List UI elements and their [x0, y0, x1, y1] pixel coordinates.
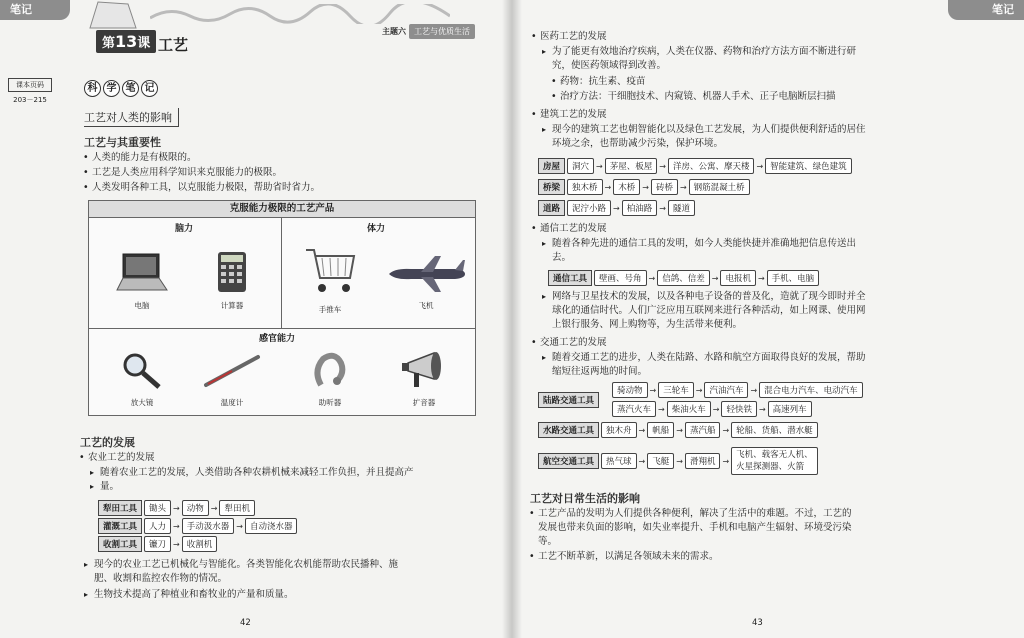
item-label: 电脑	[134, 301, 150, 310]
flow-item: 柏油路	[622, 200, 658, 216]
arrow-right-icon: →	[695, 385, 703, 395]
flow-item: 砖桥	[651, 179, 678, 195]
flow-row-water	[538, 422, 818, 438]
med-therapy: • 治疗方法：干细胞技术、内窥镜、机器人手术、正子电脑断层扫描	[560, 90, 836, 104]
item-label: 手推车	[318, 305, 342, 314]
flow-item: 独木舟	[601, 422, 637, 438]
flow-item: 锄头	[144, 500, 171, 516]
land-transport-label: 陆路交通工具	[538, 392, 599, 408]
flow-item: 手动汲水器	[182, 518, 235, 534]
med-desc: ▸ 为了能更有效地治疗疾病，人类在仪器、药物和治疗方法方面不断进行研	[552, 45, 856, 59]
flow-item: 泥泞小路	[567, 200, 611, 216]
item-thermometer	[197, 351, 267, 408]
page-number-right: 43	[752, 618, 763, 628]
body-label: 体力	[367, 224, 386, 234]
flow-item: 洞穴	[567, 158, 594, 174]
air-last-line: 火星探测器、火箭	[736, 462, 805, 472]
right-page	[512, 0, 1024, 638]
flow-row-air	[538, 447, 818, 475]
arrow-right-icon: →	[711, 273, 719, 283]
daily-p1-cont: 等。	[538, 536, 558, 547]
flow-row-irrigation	[98, 518, 297, 534]
arrow-right-icon: →	[638, 456, 646, 466]
comm-note-cont: 球化的通信时代。人们广泛应用互联网来进行各种活动，如上网课、使用网	[552, 305, 866, 316]
lesson-badge	[96, 30, 156, 53]
flow-item: 电报机	[720, 270, 756, 286]
flow-item: 骑动物	[612, 382, 648, 398]
shopping-cart-icon	[302, 244, 358, 298]
magnifier-icon	[119, 351, 165, 391]
flow-item: 洋房、公寓、摩天楼	[668, 158, 755, 174]
flow-row-plough	[98, 500, 255, 516]
bullet-text: • 人类发明各种工具，以克服能力极限，帮助省时省力。	[92, 181, 320, 195]
book-illustration	[88, 0, 138, 30]
sci-char: 科	[84, 80, 101, 97]
flow-item: 混合电力汽车、电动汽车	[759, 382, 863, 398]
arrow-right-icon: →	[712, 404, 720, 414]
theme-name: 工艺与优质生活	[409, 24, 475, 39]
comm-note: ▸ 网络与卫星技术的发展，以及各种电子设备的普及化，造就了现今即时并全	[552, 290, 866, 304]
agri-title: • 农业工艺的发展	[88, 451, 155, 465]
flow-category: 灌溉工具	[98, 518, 142, 534]
arrow-right-icon: →	[659, 203, 666, 213]
arrow-right-icon: →	[722, 456, 730, 466]
flow-item: 手机、电脑	[767, 270, 820, 286]
flow-category: 通信工具	[548, 270, 592, 286]
page-number-left: 42	[240, 618, 251, 628]
flow-item: 轮船、货船、潜水艇	[731, 422, 818, 438]
sense-label: 感官能力	[259, 334, 296, 344]
table-title: 克服能力极限的工艺产品	[89, 201, 475, 218]
theme-label: 主题六	[382, 27, 406, 36]
flow-item-air-last	[731, 447, 818, 475]
table-row-top	[89, 218, 475, 329]
craft-products-table	[88, 200, 476, 416]
section-impact-heading: 工艺对人类的影响	[84, 108, 179, 127]
arrow-right-icon: →	[750, 385, 758, 395]
flow-row-bridge	[538, 179, 750, 195]
flow-row-land-2	[612, 401, 812, 417]
flow-category: 收割工具	[98, 536, 142, 552]
comm-desc: ▸ 随着各种先进的通信工具的发明，如今人类能快捷并准确地把信息传送出	[552, 237, 856, 251]
trans-desc-cont: 缩短往返两地的时间。	[552, 366, 648, 377]
item-label: 扩音器	[412, 398, 436, 407]
arrow-right-icon: →	[638, 425, 646, 435]
agri-desc-cont	[100, 480, 119, 494]
item-megaphone	[389, 349, 459, 408]
arrow-right-icon: →	[679, 182, 687, 192]
flow-item: 茅屋、板屋	[605, 158, 658, 174]
comm-desc-cont: 去。	[552, 252, 572, 263]
flow-item: 壁画、号角	[594, 270, 647, 286]
arrow-right-icon: →	[210, 503, 218, 513]
flow-category: 道路	[538, 200, 565, 216]
daily-p1-cont: 发展也带来负面的影响，如失业率提升、手机和电脑产生辐射、环境受污染	[538, 522, 852, 533]
sub-dev-heading: 工艺的发展	[80, 436, 135, 449]
med-title: • 医药工艺的发展	[540, 30, 607, 44]
hearing-aid-icon	[307, 351, 353, 391]
item-cart	[295, 244, 365, 315]
side-ref-label: 课本页码	[8, 78, 52, 92]
arrow-right-icon: →	[722, 425, 730, 435]
flow-item: 柴油火车	[667, 401, 711, 417]
arrow-right-icon: →	[676, 425, 683, 435]
flow-item: 人力	[144, 518, 171, 534]
science-notes-heading	[84, 80, 158, 97]
flow-item: 滑翔机	[685, 453, 721, 469]
flow-item: 收割机	[182, 536, 218, 552]
sci-char: 笔	[122, 80, 139, 97]
flow-category: 桥梁	[538, 179, 565, 195]
trans-desc: ▸ 随着交通工艺的进步，人类在陆路、水路和航空方面取得良好的发展，帮助	[552, 351, 866, 365]
agri-note-1: ▸ 现今的农业工艺已机械化与智能化。各类智能化农机能帮助农民播种、施	[94, 558, 398, 572]
flow-item: 汽油汽车	[704, 382, 748, 398]
item-hearing-aid	[295, 351, 365, 408]
lesson-prefix: 第	[102, 36, 116, 51]
flow-item: 蒸汽船	[685, 422, 721, 438]
flow-item: 智能建筑、绿色建筑	[765, 158, 852, 174]
flow-item: 高速列车	[768, 401, 812, 417]
arrow-right-icon: →	[173, 503, 180, 513]
flow-item: 自动浇水器	[245, 518, 298, 534]
side-ref-pages: 203－215	[13, 96, 47, 104]
arrow-right-icon: →	[613, 203, 620, 213]
arrow-right-icon: →	[756, 161, 764, 171]
comm-note-cont: 上银行服务、网上购物等，为生活带来便利。	[552, 319, 743, 330]
table-divider	[281, 218, 282, 328]
sci-char: 记	[141, 80, 158, 97]
flow-item: 蒸汽火车	[612, 401, 656, 417]
med-desc-cont: 究，使医药领域得到改善。	[552, 60, 667, 71]
arrow-right-icon: →	[596, 161, 603, 171]
item-label: 助听器	[318, 398, 342, 407]
agri-desc-tail: 量。	[100, 481, 120, 492]
arrow-right-icon: →	[173, 521, 180, 531]
daily-p2: • 工艺不断革新，以满足各领域未来的需求。	[538, 550, 719, 564]
brain-label: 脑力	[175, 224, 194, 234]
lesson-title: 工艺	[158, 36, 189, 54]
build-desc: ▸ 现今的建筑工艺也朝智能化以及绿色工艺发展，为人们提供便利舒适的居住	[552, 123, 866, 137]
item-label: 计算器	[220, 301, 244, 310]
flow-category: 房屋	[538, 158, 565, 174]
bullet-text: • 人类的能力是有极限的。	[92, 151, 197, 165]
textbook-page-ref	[8, 78, 52, 105]
laptop-icon	[115, 250, 169, 294]
thermometer-icon	[202, 351, 262, 391]
flow-row-harvest	[98, 536, 217, 552]
arrow-right-icon: →	[649, 385, 657, 395]
air-last-line: 飞机、载客无人机、	[736, 450, 813, 460]
flow-category: 航空交通工具	[538, 453, 599, 469]
flow-category: 犁田工具	[98, 500, 142, 516]
header-decoration	[150, 4, 450, 24]
flow-item: 热气球	[601, 453, 637, 469]
theme-header	[382, 24, 475, 39]
calculator-icon	[212, 250, 252, 294]
airplane-icon	[385, 254, 467, 294]
flow-item: 信鸽、信差	[657, 270, 710, 286]
comm-title: • 通信工艺的发展	[540, 222, 607, 236]
agri-desc: ▸ 随着农业工艺的发展，人类借助各种农耕机械来减轻工作负担，并且提高产	[100, 466, 414, 480]
megaphone-icon	[398, 349, 450, 391]
flow-item: 飞艇	[647, 453, 674, 469]
arrow-right-icon: →	[758, 404, 766, 414]
item-airplane	[385, 254, 467, 311]
arrow-right-icon: →	[676, 456, 683, 466]
item-computer	[107, 250, 177, 311]
daily-heading: 工艺对日常生活的影响	[530, 492, 640, 505]
arrow-right-icon: →	[659, 161, 666, 171]
flow-item: 独木桥	[567, 179, 603, 195]
daily-p1: • 工艺产品的发明为人们提供各种便利，解决了生活中的难题。不过，工艺的	[538, 507, 852, 521]
flow-item: 三轮车	[658, 382, 694, 398]
lesson-suffix: 课	[137, 36, 151, 51]
flow-item: 轻快铁	[721, 401, 757, 417]
trans-title: • 交通工艺的发展	[540, 336, 607, 350]
flow-item: 犁田机	[219, 500, 255, 516]
med-drug: • 药物：抗生素、疫苗	[560, 75, 646, 89]
note-tab-right: 笔记	[948, 0, 1024, 20]
sci-char: 学	[103, 80, 120, 97]
item-calculator	[197, 250, 267, 311]
arrow-right-icon: →	[658, 404, 665, 414]
flow-item: 帆船	[647, 422, 674, 438]
sub-importance-heading: 工艺与其重要性	[84, 136, 161, 149]
flow-item: 镰刀	[144, 536, 171, 552]
agri-note-2: ▸ 生物技术提高了种植业和畜牧业的产量和质量。	[94, 588, 294, 602]
arrow-right-icon: →	[604, 182, 612, 192]
flow-row-communication	[548, 270, 819, 286]
item-label: 放大镜	[130, 398, 154, 407]
flow-item: 隧道	[668, 200, 695, 216]
item-label: 飞机	[418, 301, 434, 310]
item-label: 温度计	[220, 398, 244, 407]
arrow-right-icon: →	[173, 539, 180, 549]
flow-row-house	[538, 158, 852, 174]
arrow-right-icon: →	[642, 182, 649, 192]
build-desc-cont: 环境之余，也帮助减少污染，保护环境。	[552, 138, 724, 149]
bullet-text: • 工艺是人类应用科学知识来克服能力的极限。	[92, 166, 282, 180]
flow-item: 木桥	[613, 179, 640, 195]
book-gutter	[502, 0, 522, 638]
arrow-right-icon: →	[236, 521, 243, 531]
arrow-right-icon: →	[648, 273, 656, 283]
flow-category: 水路交通工具	[538, 422, 599, 438]
arrow-right-icon: →	[757, 273, 765, 283]
agri-note-1-cont: 肥、收割和监控农作物的情况。	[94, 573, 228, 584]
flow-item: 动物	[182, 500, 209, 516]
build-title: • 建筑工艺的发展	[540, 108, 607, 122]
note-tab-left: 笔记	[0, 0, 70, 20]
flow-row-road	[538, 200, 695, 216]
flow-row-land-1	[612, 382, 863, 398]
flow-item: 钢筋混凝土桥	[689, 179, 750, 195]
lesson-number: 13	[115, 32, 138, 51]
item-magnifier	[107, 351, 177, 408]
